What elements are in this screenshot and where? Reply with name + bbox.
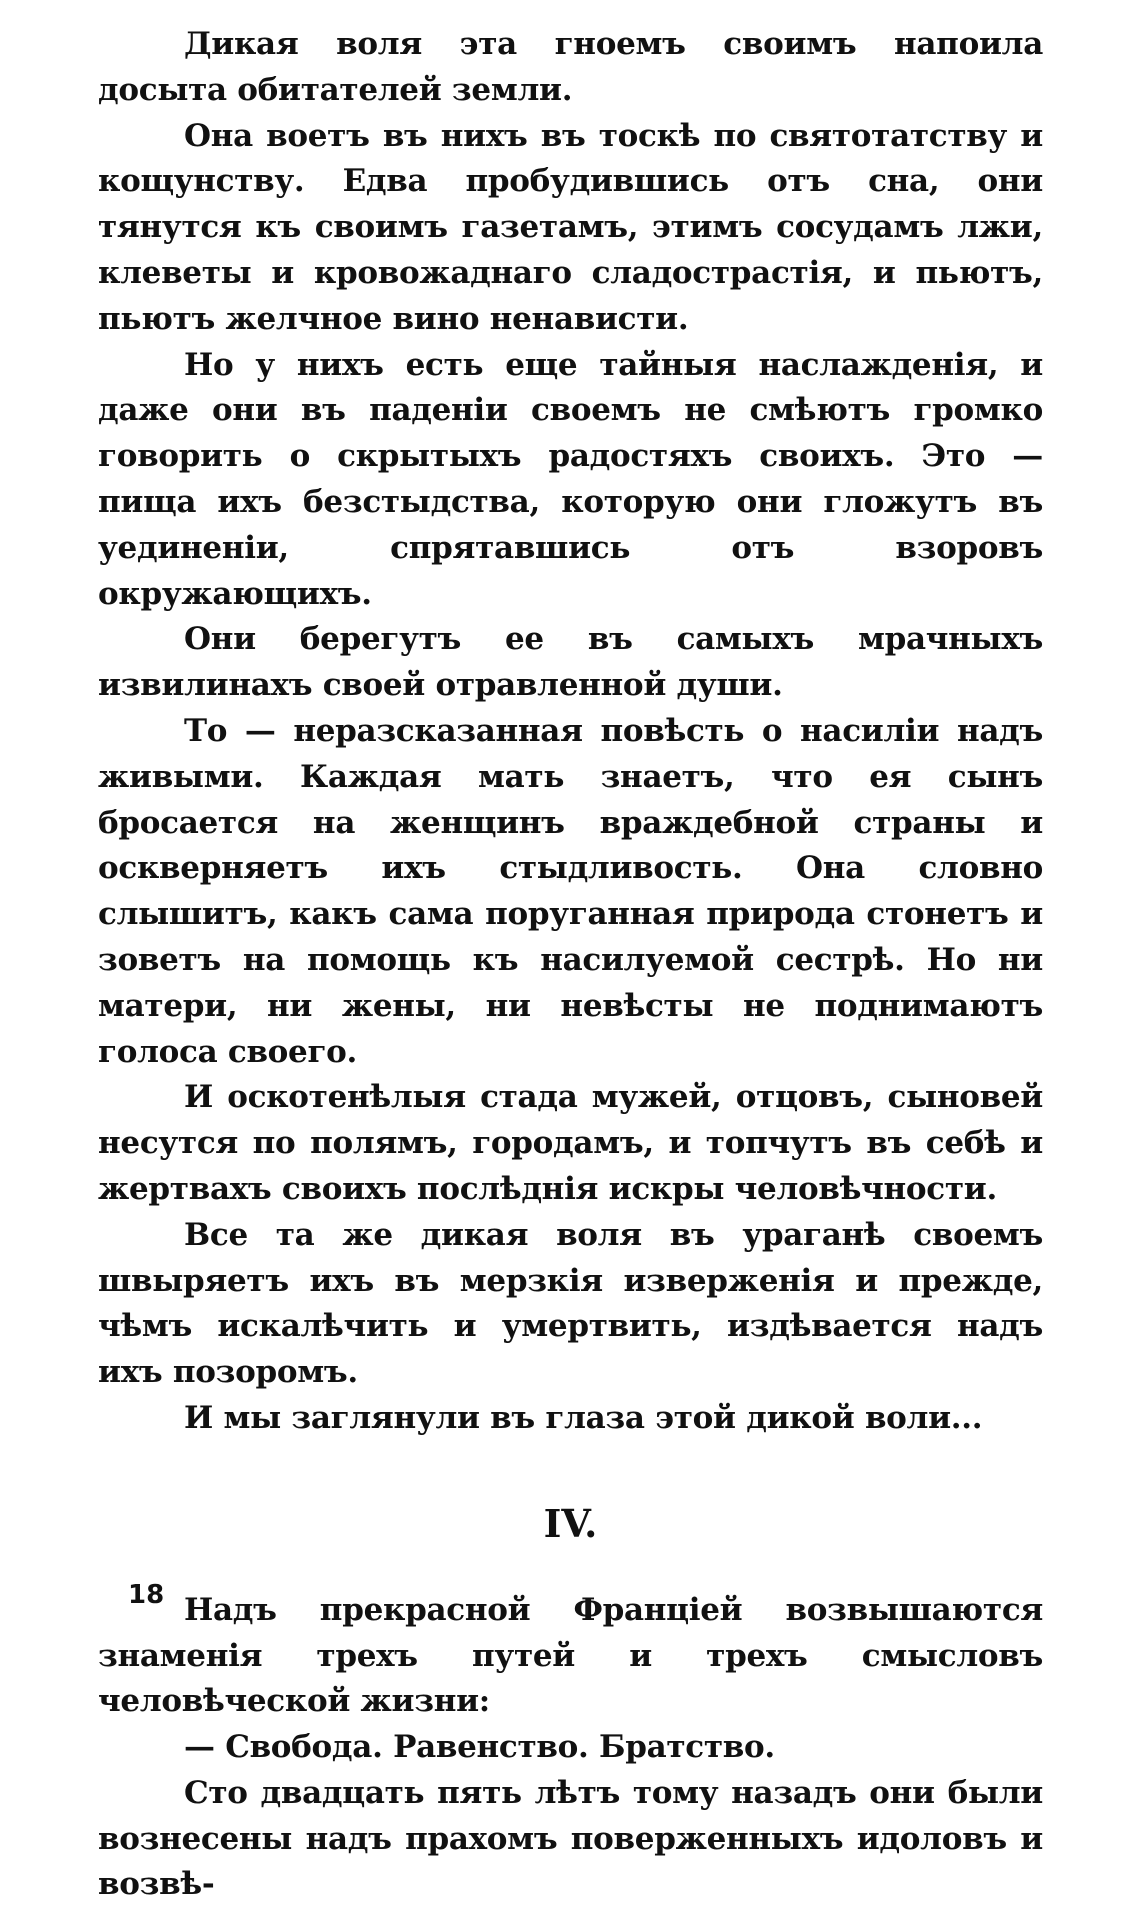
paragraph: Дикая воля эта гноемъ своимъ напоила досыта обитателей земли.	[98, 26, 1043, 108]
page-text-block	[98, 22, 1043, 1908]
paragraph: Но у нихъ есть еще тайныя наслажденія, и даже они въ паденіи своемъ не смѣютъ громко говорить о скрытыхъ радостяхъ своихъ. Это — пища ихъ безстыдства, которую они гложутъ въ уединеніи, спрятавшись отъ взоровъ окружающихъ.	[98, 346, 1043, 612]
paragraph: И оскотенѣлыя стада мужей, отцовъ, сыновей несутся по полямъ, городамъ, и топчутъ въ себѣ и жертвахъ своихъ послѣднія искры человѣчности.	[98, 1079, 1043, 1207]
section-heading: IV.	[543, 1500, 598, 1546]
paragraph: Сто двадцать пять лѣтъ тому назадъ они были вознесены надъ прахомъ поверженныхъ идоловъ и возвѣ-	[98, 1774, 1043, 1903]
paragraph: Все та же дикая воля въ ураганѣ своемъ швыряетъ ихъ въ мерзкія изверженія и прежде, чѣмъ искалѣчить и умертвить, издѣвается надъ ихъ позоромъ.	[98, 1216, 1043, 1391]
paragraph: И мы заглянули въ глаза этой дикой воли...	[184, 1399, 983, 1436]
paragraph: Они берегутъ ее въ самыхъ мрачныхъ извилинахъ своей отравленной души.	[98, 621, 1043, 704]
page-number: 18	[128, 1580, 165, 1610]
paragraph: Она воетъ въ нихъ въ тоскѣ по святотатству и кощунству. Едва пробудившись отъ сна, они тянутся къ своимъ газетамъ, этимъ сосудамъ лжи, клеветы и кровожаднаго сладострастія, и пьютъ, пьютъ желчное вино ненависти.	[98, 117, 1043, 337]
paragraph: Надъ прекрасной Франціей возвышаются знаменія трехъ путей и трехъ смысловъ человѣческой жизни:	[98, 1591, 1043, 1720]
paragraph: То — неразсказанная повѣсть о насиліи надъ живыми. Каждая мать знаетъ, что ея сынъ бросается на женщинъ враждебной страны и оскверняетъ ихъ стыдливость. Она словно слышитъ, какъ сама поруганная природа стонетъ и зоветъ на помощь къ насилуемой сестрѣ. Но ни матери, ни жены, ни невѣсты не поднимаютъ голоса своего.	[98, 712, 1043, 1070]
paragraph-motto: — Свобода. Равенство. Братство.	[184, 1729, 775, 1766]
